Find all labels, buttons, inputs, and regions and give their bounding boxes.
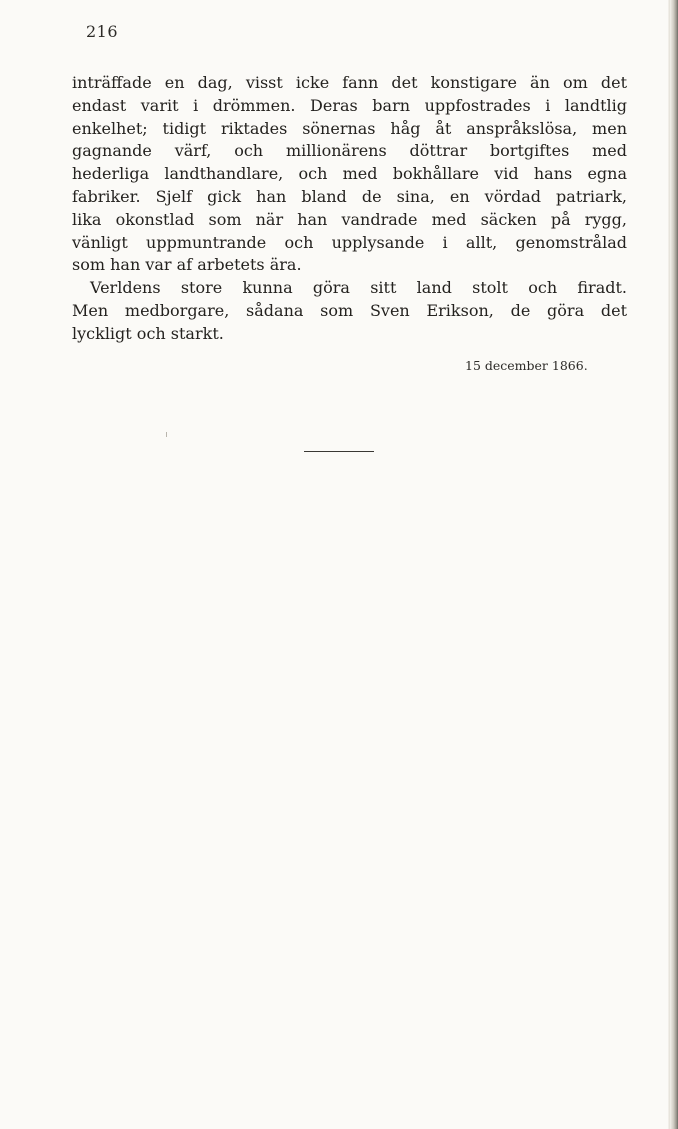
page-number: 216	[86, 22, 119, 41]
text-line: endast varit i drömmen. Deras barn uppfostrades i landtlig	[72, 95, 627, 115]
paper-speck	[166, 432, 167, 437]
text-line: Men medborgare, sådana som Sven Erikson, de göra det	[72, 300, 627, 320]
text-line: hederliga landthandlare, och med bokhållare vid hans egna	[72, 164, 627, 184]
text-line: fabriker. Sjelf gick han bland de sina, en vördad patriark,	[72, 186, 627, 206]
text-line: Verldens store kunna göra sitt land stolt och firadt.	[90, 278, 627, 298]
page-edge-shadow	[670, 0, 678, 1129]
text-line: lika okonstlad som när han vandrade med säcken på rygg,	[72, 209, 627, 229]
text-line: enkelhet; tidigt riktades sönernas håg åt anspråkslösa, men	[72, 118, 627, 138]
date-signature: 15 december 1866.	[465, 358, 588, 373]
text-line: vänligt uppmuntrande och upplysande i allt, genomstrålad	[72, 232, 627, 252]
text-line: inträffade en dag, visst icke fann det konstigare än om det	[72, 73, 627, 92]
text-line: gagnande värf, och millionärens döttrar bortgiftes med	[72, 141, 627, 161]
text-line: lyckligt och starkt.	[72, 323, 224, 343]
body-text	[72, 72, 627, 346]
section-end-rule	[304, 451, 374, 452]
text-line: som han var af arbetets ära.	[72, 255, 302, 275]
